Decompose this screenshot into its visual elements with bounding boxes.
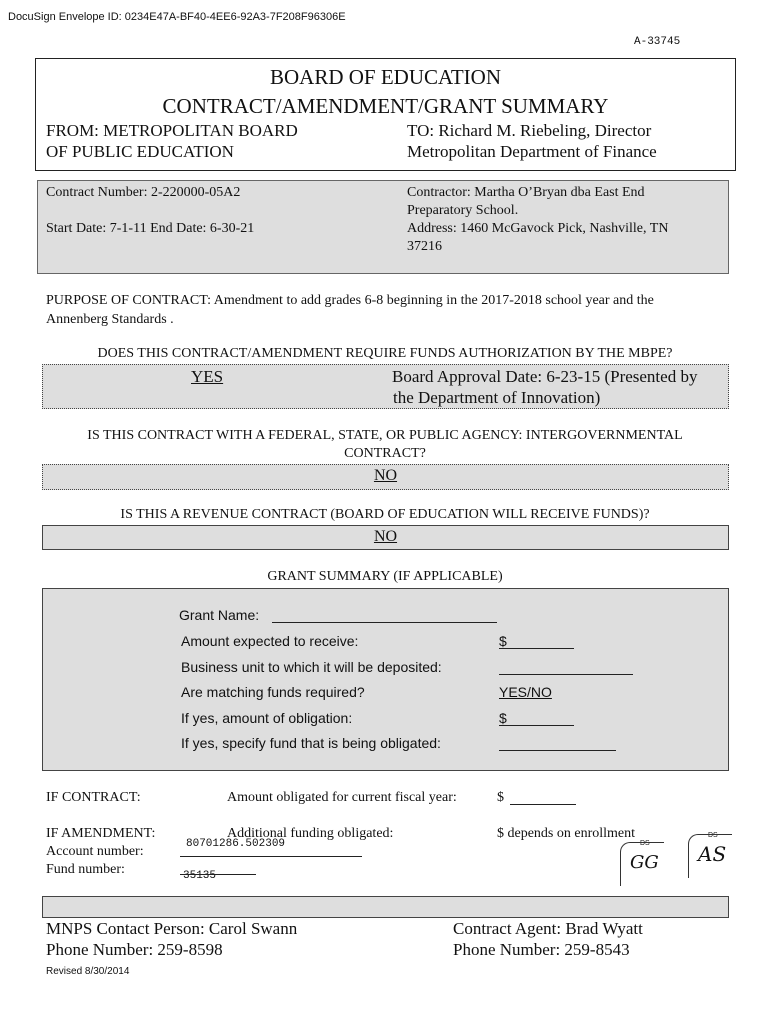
document-number: A-33745 [634,36,681,48]
amount-expected-line [499,648,574,649]
matching-funds-label: Are matching funds required? [181,684,365,700]
contract-dates: Start Date: 7-1-11 End Date: 6-30-21 [46,221,255,236]
board-approval-line-2: the Department of Innovation) [393,388,601,407]
fund-number-label: Fund number: [46,862,125,877]
revised-date: Revised 8/30/2014 [46,966,130,977]
address-line-1: Address: 1460 McGavock Pick, Nashville, TN [407,221,669,236]
contractor-line-1: Contractor: Martha O’Bryan dba East End [407,185,645,200]
title-box [35,58,736,171]
current-fiscal-label: Amount obligated for current fiscal year: [227,790,457,805]
amount-expected-value: $ [499,633,507,649]
intergov-question-line-2: CONTRACT? [344,446,426,461]
contractor-line-2: Preparatory School. [407,203,519,218]
additional-funding-label: Additional funding obligated: [227,826,394,841]
from-line-1: FROM: METROPOLITAN BOARD [46,121,298,140]
contract-number: Contract Number: 2-220000-05A2 [46,185,241,200]
revenue-box [42,525,729,550]
to-line-2: Metropolitan Department of Finance [407,142,657,161]
if-contract-label: IF CONTRACT: [46,790,141,805]
revenue-question: IS THIS A REVENUE CONTRACT (BOARD OF EDUCATION WILL RECEIVE FUNDS)? [120,507,650,522]
contract-info-box [37,180,729,274]
account-number-line [180,856,362,857]
matching-funds-value: YES/NO [499,684,552,700]
purpose-line-2: Annenberg Standards . [46,312,174,327]
form-title: CONTRACT/AMENDMENT/GRANT SUMMARY [162,94,609,118]
if-amendment-label: IF AMENDMENT: [46,826,156,841]
funds-auth-question: DOES THIS CONTRACT/AMENDMENT REQUIRE FUNDS AUTHORIZATION BY THE MBPE? [97,346,673,361]
board-title: BOARD OF EDUCATION [269,65,501,89]
fund-number-value: 35135 [183,870,217,882]
intergov-box [42,464,729,490]
grant-name-label: Grant Name: [179,607,260,623]
purpose-line-1: PURPOSE OF CONTRACT: Amendment to add grades 6-8 beginning in the 2017-2018 school year and the [46,293,654,308]
from-line-2: OF PUBLIC EDUCATION [46,142,234,161]
initial-tag-2: DS [708,832,718,839]
account-number-value: 80701286.502309 [186,838,286,850]
fund-number-line [180,874,256,875]
initial-tag-1: DS [640,840,650,847]
obligated-fund-line [499,750,616,751]
address-line-2: 37216 [407,239,442,254]
board-approval-line-1: Board Approval Date: 6-23-15 (Presented by [392,367,698,386]
contract-agent-phone: Phone Number: 259-8543 [453,940,630,959]
grant-heading: GRANT SUMMARY (IF APPLICABLE) [267,569,503,584]
initial-1: GG [630,852,659,873]
envelope-id: DocuSign Envelope ID: 0234E47A-BF40-4EE6-92A3-7F208F96306E [8,11,346,23]
grant-name-line [272,622,497,623]
contract-agent: Contract Agent: Brad Wyatt [453,919,643,938]
initial-2: AS [698,842,727,866]
amount-expected-label: Amount expected to receive: [181,633,359,649]
intergov-answer: NO [373,467,398,484]
separator-bar [42,896,729,918]
business-unit-label: Business unit to which it will be deposited: [181,659,442,675]
obligation-amount-line [499,725,574,726]
funds-auth-answer: YES [191,367,224,386]
obligated-fund-label: If yes, specify fund that is being obligated: [181,735,441,751]
business-unit-line [499,674,633,675]
revenue-answer: NO [373,528,398,545]
funds-auth-box [42,364,729,409]
current-fiscal-line [510,804,576,805]
mnps-contact-person: MNPS Contact Person: Carol Swann [46,919,298,938]
current-fiscal-value: $ [497,790,504,805]
obligation-amount-value: $ [499,710,507,726]
grant-box [42,588,729,771]
intergov-question-line-1: IS THIS CONTRACT WITH A FEDERAL, STATE, OR PUBLIC AGENCY: INTERGOVERNMENTAL [87,428,683,443]
mnps-phone-number: Phone Number: 259-8598 [46,940,223,959]
additional-funding-value: $ depends on enrollment [497,826,636,841]
obligation-amount-label: If yes, amount of obligation: [181,710,353,726]
account-number-label: Account number: [46,844,144,859]
to-line-1: TO: Richard M. Riebeling, Director [407,121,652,140]
